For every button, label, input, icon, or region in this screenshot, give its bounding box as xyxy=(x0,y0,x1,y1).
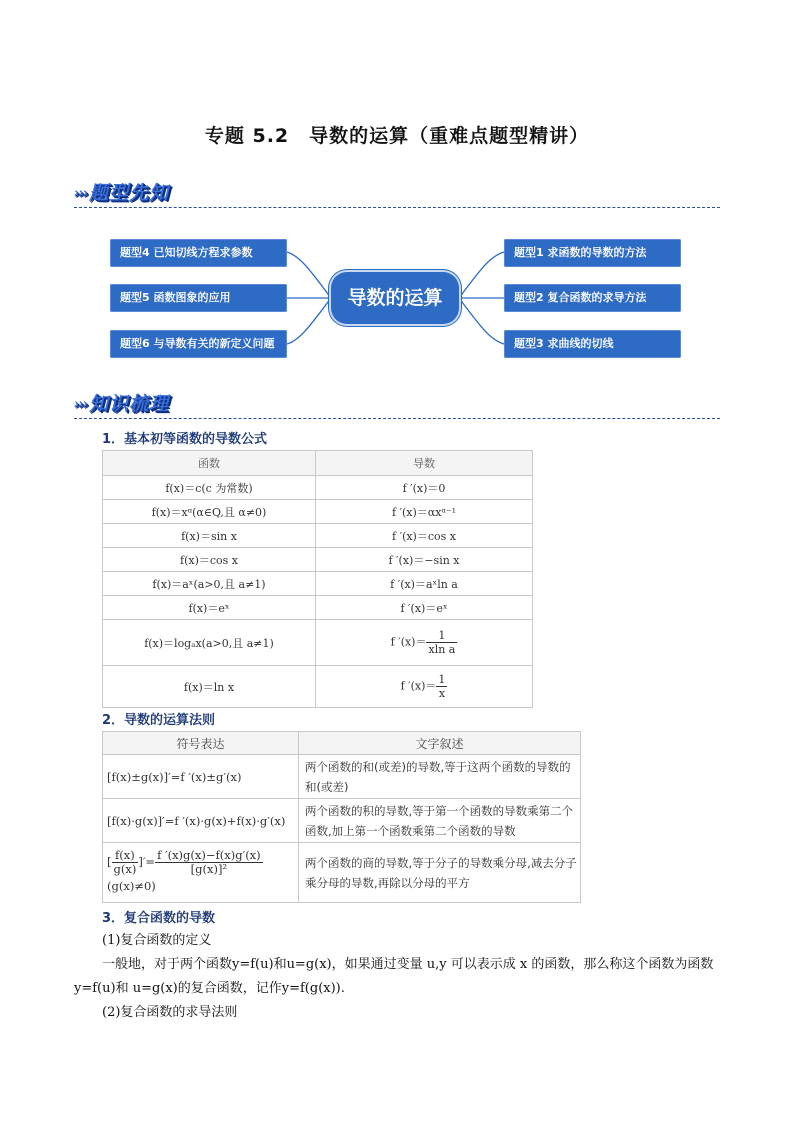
paragraph: 一般地，对于两个函数y=f(u)和u=g(x)，如果通过变量 u,y 可以表示成 x 的函数，那么称这个函数为函数y=f(u)和 u=g(x)的复合函数，记作y=f(g(x)). xyxy=(74,957,714,996)
derivative-rules-table xyxy=(102,731,581,903)
derivative-cell: f ′(x)＝−sin x xyxy=(316,548,533,572)
rule-symbol-cell: [f(x)·g(x)]′=f ′(x)·g(x)+f(x)·g′(x) xyxy=(103,799,299,843)
section-label: 题型先知 xyxy=(89,182,170,204)
function-cell: f(x)＝ln x xyxy=(103,666,316,708)
bracket-open: [ xyxy=(107,854,112,869)
table-row xyxy=(103,843,581,903)
function-cell: f(x)＝sin x xyxy=(103,524,316,548)
subheading: (2)复合函数的求导法则 xyxy=(102,1005,238,1020)
fraction xyxy=(112,849,139,876)
part2-heading: 2．导数的运算法则 xyxy=(102,713,216,728)
bracket-close: ]′= xyxy=(138,854,156,869)
function-cell: f(x)＝aˣ(a>0,且 a≠1) xyxy=(103,572,316,596)
section-arrows-icon: ››› xyxy=(74,186,88,201)
column-header: 导数 xyxy=(316,451,533,476)
page-title: 专题 5.2 导数的运算（重难点题型精讲） xyxy=(204,125,590,147)
fraction-numerator: f(x) xyxy=(112,849,139,863)
section-arrows-icon: ››› xyxy=(74,397,88,412)
table-header-row xyxy=(103,451,533,476)
fraction-numerator: f ′(x)g(x)−f(x)g′(x) xyxy=(157,848,261,862)
derivative-cell: f ′(x)＝cos x xyxy=(316,524,533,548)
rule-text-cell: 两个函数的积的导数,等于第一个函数的导数乘第二个函数,加上第一个函数乘第二个函数的导数 xyxy=(299,799,581,843)
mindmap-center-node: 导数的运算 xyxy=(331,272,459,324)
table-row xyxy=(103,476,533,500)
table-row xyxy=(103,666,533,708)
table-header-row xyxy=(103,732,581,755)
fraction-numerator: 1 xyxy=(426,629,457,643)
fraction-denominator: x xyxy=(438,687,446,700)
function-cell: f(x)＝xᵅ(α∈Q,且 α≠0) xyxy=(103,500,316,524)
mindmap-node-type4: 题型4 已知切线方程求参数 xyxy=(110,239,287,267)
mindmap-node-type2: 题型2 复合函数的求导方法 xyxy=(504,284,681,312)
derivative-cell xyxy=(316,666,533,708)
divider xyxy=(74,418,720,419)
derivative-cell: f ′(x)＝aˣln a xyxy=(316,572,533,596)
derivative-formula-table xyxy=(102,450,533,708)
table-row xyxy=(103,596,533,620)
fraction-denominator: g(x) xyxy=(113,862,137,876)
derivative-prefix: f ′(x)＝ xyxy=(390,635,427,649)
function-cell: f(x)＝c(c 为常数) xyxy=(103,476,316,500)
column-header: 文字叙述 xyxy=(299,732,581,755)
derivative-cell: f ′(x)＝0 xyxy=(316,476,533,500)
mindmap-node-type1: 题型1 求函数的导数的方法 xyxy=(504,239,681,267)
function-cell: f(x)＝eˣ xyxy=(103,596,316,620)
derivative-cell: f ′(x)＝eˣ xyxy=(316,596,533,620)
fraction-denominator: xln a xyxy=(428,643,456,656)
table-row xyxy=(103,572,533,596)
derivative-cell: f ′(x)＝αxᵅ⁻¹ xyxy=(316,500,533,524)
part1-heading: 1．基本初等函数的导数公式 xyxy=(102,432,268,447)
table-row xyxy=(103,500,533,524)
rule-symbol-cell xyxy=(103,843,299,903)
fraction xyxy=(426,629,457,656)
mindmap-node-type6: 题型6 与导数有关的新定义问题 xyxy=(110,330,287,358)
table-row xyxy=(103,620,533,666)
function-cell: f(x)＝logₐx(a>0,且 a≠1) xyxy=(103,620,316,666)
column-header: 函数 xyxy=(103,451,316,476)
rule-text-cell: 两个函数的和(或差)的导数,等于这两个函数的导数的和(或差) xyxy=(299,755,581,799)
function-cell: f(x)＝cos x xyxy=(103,548,316,572)
mindmap-node-type5: 题型5 函数图象的应用 xyxy=(110,284,287,312)
table-row xyxy=(103,755,581,799)
connector-line xyxy=(459,252,504,298)
fraction-denominator: [g(x)]² xyxy=(190,862,228,876)
condition: (g(x)≠0) xyxy=(107,879,156,893)
table-row xyxy=(103,548,533,572)
fraction xyxy=(155,849,263,876)
derivative-cell xyxy=(316,620,533,666)
section-header-knowledge xyxy=(74,389,169,419)
rule-text-cell: 两个函数的商的导数,等于分子的导数乘分母,减去分子乘分母的导数,再除以分母的平方 xyxy=(299,843,581,903)
derivative-prefix: f ′(x)＝ xyxy=(400,679,437,693)
connector-line xyxy=(287,298,331,344)
mindmap-node-type3: 题型3 求曲线的切线 xyxy=(504,330,681,358)
column-header: 符号表达 xyxy=(103,732,299,755)
connector-line xyxy=(287,252,331,298)
connector-line xyxy=(459,298,504,344)
subheading: (1)复合函数的定义 xyxy=(102,933,212,948)
table-row xyxy=(103,524,533,548)
section-label: 知识梳理 xyxy=(89,393,170,415)
fraction xyxy=(436,673,447,700)
fraction-numerator: 1 xyxy=(438,673,446,686)
part3-heading: 3．复合函数的导数 xyxy=(102,911,216,926)
rule-symbol-cell: [f(x)±g(x)]′=f ′(x)±g′(x) xyxy=(103,755,299,799)
table-row xyxy=(103,799,581,843)
